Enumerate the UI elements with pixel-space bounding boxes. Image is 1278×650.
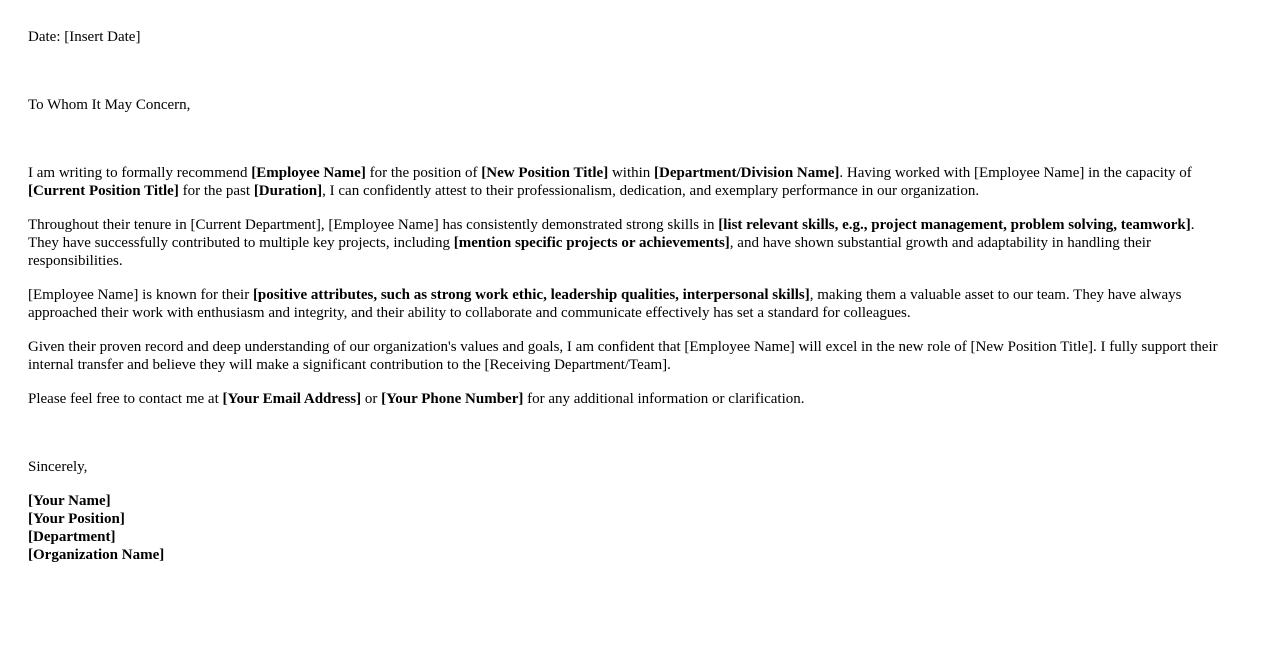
current-position-placeholder: [Current Position Title] xyxy=(28,183,179,199)
signature-name: [Your Name] xyxy=(28,493,111,509)
signature-department: [Department] xyxy=(28,529,116,545)
department-placeholder: [Department/Division Name] xyxy=(654,165,840,181)
new-position-placeholder: [New Position Title] xyxy=(481,165,609,181)
text-segment: . Having worked with [Employee Name] in the capacity of xyxy=(839,165,1192,181)
text-segment: or xyxy=(361,391,382,407)
text-segment: Throughout their tenure in [Current Department], [Employee Name] has consistently demonstrated strong skills in xyxy=(28,217,719,233)
text-segment: for any additional information or clarification. xyxy=(523,391,805,407)
paragraph-skills xyxy=(28,216,1220,270)
salutation: To Whom It May Concern, xyxy=(28,97,191,113)
text-segment: [Employee Name] is known for their xyxy=(28,287,253,303)
text-segment: Please feel free to contact me at xyxy=(28,391,223,407)
email-placeholder: [Your Email Address] xyxy=(222,391,362,407)
paragraph-attributes xyxy=(28,286,1220,322)
employee-name-placeholder: [Employee Name] xyxy=(251,165,366,181)
text-segment: . They have successfully contributed to multiple key projects, including xyxy=(28,217,1195,251)
signature-block xyxy=(28,492,164,564)
closing: Sincerely, xyxy=(28,459,88,475)
projects-placeholder: [mention specific projects or achievements] xyxy=(453,235,730,251)
paragraph-recommendation xyxy=(28,164,1220,200)
text-segment: within xyxy=(608,165,655,181)
text-segment: , and have shown substantial growth and adaptability in handling their responsibilities. xyxy=(28,235,1151,269)
text-segment: , I can confidently attest to their professionalism, dedication, and exemplary performance in our organization. xyxy=(322,183,980,199)
paragraph-support xyxy=(28,338,1220,374)
text-segment: for the position of xyxy=(365,165,482,181)
attributes-placeholder: [positive attributes, such as strong work ethic, leadership qualities, interpersonal skills] xyxy=(252,287,810,303)
text-segment: I am writing to formally recommend xyxy=(28,165,252,181)
skills-placeholder: [list relevant skills, e.g., project management, problem solving, teamwork] xyxy=(718,217,1191,233)
signature-organization: [Organization Name] xyxy=(28,547,165,563)
paragraph-contact xyxy=(28,390,1220,408)
signature-position: [Your Position] xyxy=(28,511,125,527)
text-segment: Given their proven record and deep understanding of our organization's values and goals, I am confident that [Employee Name] will excel in the new role of [New Position Title]. I fully support their internal transfer and believe they will make a significant contribution to the [Receiving Department/Team]. xyxy=(28,339,1218,373)
date-line: Date: [Insert Date] xyxy=(28,29,141,45)
phone-placeholder: [Your Phone Number] xyxy=(381,391,524,407)
letter-body xyxy=(28,164,1220,424)
text-segment: for the past xyxy=(178,183,254,199)
duration-placeholder: [Duration] xyxy=(253,183,323,199)
text-segment: , making them a valuable asset to our team. They have always approached their work with enthusiasm and integrity, and their ability to collaborate and communicate effectively has set a standard for colleagues. xyxy=(28,287,1182,321)
